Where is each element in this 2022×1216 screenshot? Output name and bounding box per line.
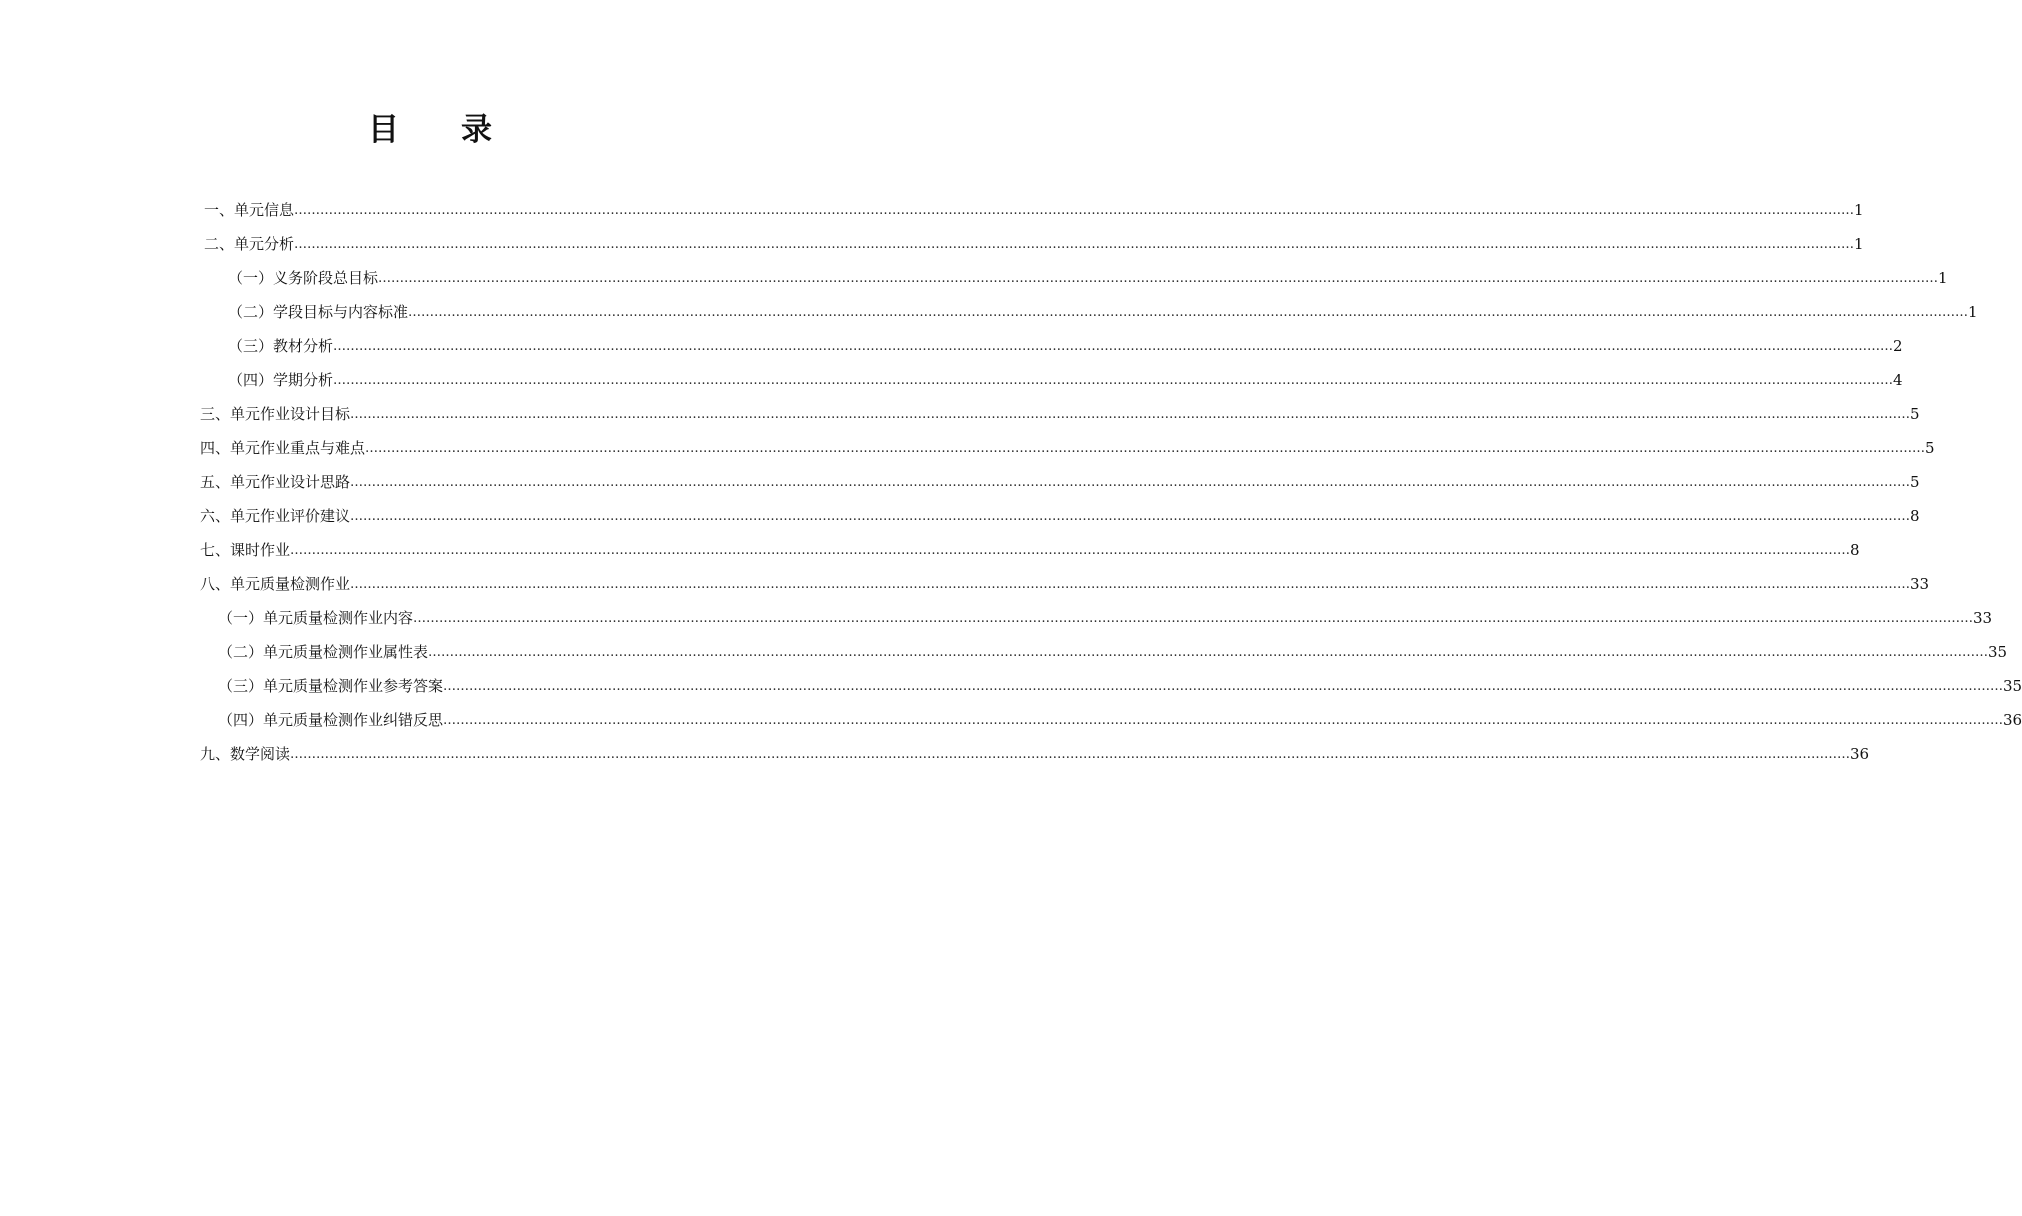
toc-entry[interactable] — [228, 367, 1903, 393]
toc-entry[interactable] — [218, 605, 1993, 631]
toc-entry-label: 一、单元信息 — [204, 201, 295, 219]
toc-page-number: 8 — [1850, 541, 1860, 559]
toc-entry[interactable] — [200, 435, 1935, 461]
toc-entry-label: （一）单元质量检测作业内容 — [218, 609, 414, 627]
toc-dot-leader: ……………………………………………………………………………………………………………………………………………………………………………………………………………………………………………………………………………………………………………………………… — [333, 373, 1894, 388]
toc-entry-label: （四）学期分析 — [228, 371, 334, 389]
toc-dot-leader: ……………………………………………………………………………………………………………………………………………………………………………………………………………………………………………………………………………………………………………………………… — [290, 543, 1851, 558]
toc-dot-leader: ……………………………………………………………………………………………………………………………………………………………………………………………………………………………………………………………………………………………………………………………… — [378, 271, 1939, 286]
toc-entry-label: 三、单元作业设计目标 — [200, 405, 351, 423]
toc-entry[interactable] — [218, 639, 2008, 665]
toc-page-number: 8 — [1910, 507, 1920, 525]
title-char-1: 目 — [368, 112, 399, 148]
page-title — [0, 104, 860, 149]
toc-entry-label: （三）单元质量检测作业参考答案 — [218, 677, 444, 695]
toc-dot-leader: ……………………………………………………………………………………………………………………………………………………………………………………………………………………………………………………………………………………………………………………………… — [350, 577, 1911, 592]
toc-dot-leader: ……………………………………………………………………………………………………………………………………………………………………………………………………………………………………………………………………………………………………………………………… — [413, 611, 1974, 626]
toc-page-number: 33 — [1910, 575, 1930, 593]
toc-entry[interactable] — [200, 503, 1920, 529]
toc-dot-leader: ……………………………………………………………………………………………………………………………………………………………………………………………………………………………………………………………………………………………………………………………… — [443, 679, 2004, 694]
toc-dot-leader: ……………………………………………………………………………………………………………………………………………………………………………………………………………………………………………………………………………………………………………………………… — [294, 203, 1855, 218]
toc-entry-label: 七、课时作业 — [200, 541, 291, 559]
toc-entry[interactable] — [228, 265, 1948, 291]
toc-entry-label: 四、单元作业重点与难点 — [200, 439, 366, 457]
toc-page-number: 4 — [1893, 371, 1903, 389]
toc-entry[interactable] — [218, 707, 2022, 733]
toc-page-number: 36 — [1850, 745, 1870, 763]
toc-page-number: 5 — [1910, 405, 1920, 423]
toc-dot-leader: ……………………………………………………………………………………………………………………………………………………………………………………………………………………………………………………………………………………………………………………………… — [443, 713, 2004, 728]
toc-page-number: 5 — [1910, 473, 1920, 491]
toc-page-number: 2 — [1893, 337, 1903, 355]
toc-dot-leader: ……………………………………………………………………………………………………………………………………………………………………………………………………………………………………………………………………………………………………………………………… — [428, 645, 1989, 660]
toc-page-number: 33 — [1973, 609, 1993, 627]
toc-dot-leader: ……………………………………………………………………………………………………………………………………………………………………………………………………………………………………………………………………………………………………………………………… — [408, 305, 1969, 320]
toc-dot-leader: ……………………………………………………………………………………………………………………………………………………………………………………………………………………………………………………………………………………………………………………………… — [333, 339, 1894, 354]
toc-entry-label: （二）单元质量检测作业属性表 — [218, 643, 429, 661]
toc-page-number: 35 — [2003, 677, 2022, 695]
toc-page-number: 1 — [1938, 269, 1948, 287]
toc-entry-label: 九、数学阅读 — [200, 745, 291, 763]
toc-entry[interactable] — [200, 741, 1870, 767]
toc-entry[interactable] — [204, 197, 1864, 223]
toc-dot-leader: ……………………………………………………………………………………………………………………………………………………………………………………………………………………………………………………………………………………………………………………………… — [350, 407, 1911, 422]
toc-entry-label: （一）义务阶段总目标 — [228, 269, 379, 287]
toc-page-number: 36 — [2003, 711, 2022, 729]
toc-entry[interactable] — [200, 537, 1860, 563]
toc-entry-label: （二）学段目标与内容标准 — [228, 303, 409, 321]
toc-page-number: 5 — [1925, 439, 1935, 457]
toc-dot-leader: ……………………………………………………………………………………………………………………………………………………………………………………………………………………………………………………………………………………………………………………………… — [350, 509, 1911, 524]
toc-entry[interactable] — [200, 469, 1920, 495]
toc-entry-label: （三）教材分析 — [228, 337, 334, 355]
toc-dot-leader: ……………………………………………………………………………………………………………………………………………………………………………………………………………………………………………………………………………………………………………………………… — [294, 237, 1855, 252]
toc-dot-leader: ……………………………………………………………………………………………………………………………………………………………………………………………………………………………………………………………………………………………………………………………… — [350, 475, 1911, 490]
toc-page-number: 35 — [1988, 643, 2008, 661]
toc-page-number: 1 — [1968, 303, 1978, 321]
toc-entry[interactable] — [228, 299, 1978, 325]
title-char-2: 录 — [461, 112, 492, 148]
toc-dot-leader: ……………………………………………………………………………………………………………………………………………………………………………………………………………………………………………………………………………………………………………………………… — [290, 747, 1851, 762]
toc-entry[interactable] — [218, 673, 2022, 699]
toc-entry-label: 二、单元分析 — [204, 235, 295, 253]
toc-entry[interactable] — [228, 333, 1903, 359]
toc-page-number: 1 — [1854, 201, 1864, 219]
toc-entry[interactable] — [204, 231, 1864, 257]
toc-entry-label: （四）单元质量检测作业纠错反思 — [218, 711, 444, 729]
toc-entry[interactable] — [200, 571, 1930, 597]
toc-dot-leader: ……………………………………………………………………………………………………………………………………………………………………………………………………………………………………………………………………………………………………………………………… — [365, 441, 1926, 456]
toc-entry-label: 五、单元作业设计思路 — [200, 473, 351, 491]
toc-entry[interactable] — [200, 401, 1920, 427]
toc-page-number: 1 — [1854, 235, 1864, 253]
toc-entry-label: 八、单元质量检测作业 — [200, 575, 351, 593]
toc-entry-label: 六、单元作业评价建议 — [200, 507, 351, 525]
